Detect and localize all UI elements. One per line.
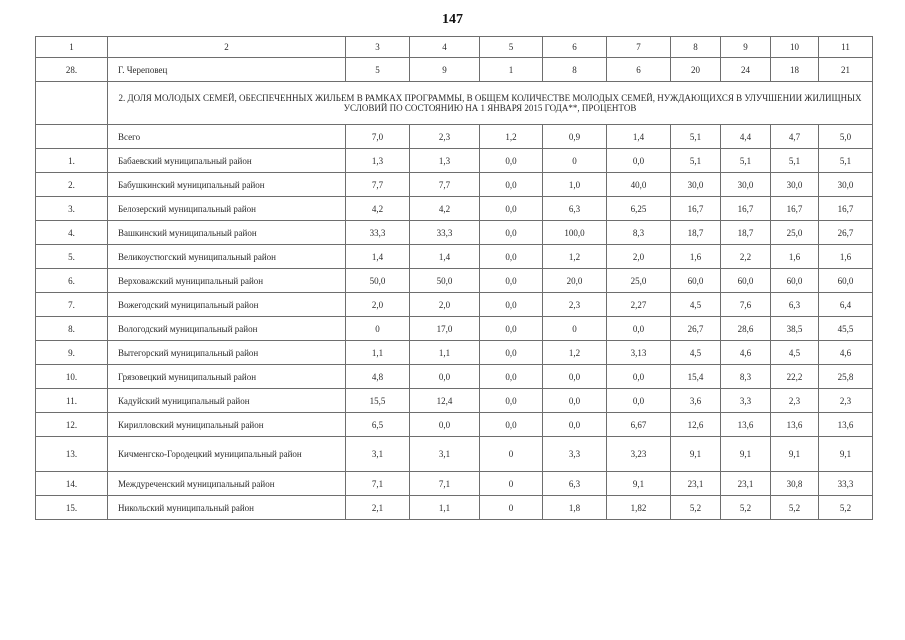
- header-row: [36, 37, 873, 58]
- value-cell: 1,4: [607, 125, 671, 149]
- value-cell: 2,0: [410, 293, 480, 317]
- value-cell: 23,1: [671, 472, 721, 496]
- value-cell: 50,0: [410, 269, 480, 293]
- value-cell: 0: [480, 496, 543, 520]
- value-cell: 5,1: [771, 149, 819, 173]
- section-row: [36, 82, 873, 125]
- value-cell: 6: [607, 58, 671, 82]
- value-cell: 1,8: [543, 496, 607, 520]
- row-number-cell: 10.: [36, 365, 108, 389]
- value-cell: 1,6: [771, 245, 819, 269]
- value-cell: 25,8: [819, 365, 873, 389]
- column-number-cell: 2: [108, 37, 346, 58]
- table-row: [36, 245, 873, 269]
- value-cell: 15,5: [346, 389, 410, 413]
- value-cell: 6,5: [346, 413, 410, 437]
- row-name-cell: Никольский муниципальный район: [108, 496, 346, 520]
- value-cell: 5,2: [721, 496, 771, 520]
- table-row: [36, 437, 873, 472]
- page-number: 147: [442, 12, 463, 27]
- value-cell: 5,1: [671, 125, 721, 149]
- value-cell: 0,0: [480, 389, 543, 413]
- row-name-cell: Всего: [108, 125, 346, 149]
- value-cell: 0,0: [480, 245, 543, 269]
- value-cell: 24: [721, 58, 771, 82]
- value-cell: 20,0: [543, 269, 607, 293]
- value-cell: 4,4: [721, 125, 771, 149]
- value-cell: 1: [480, 58, 543, 82]
- table-row: [36, 149, 873, 173]
- row-number-cell: 4.: [36, 221, 108, 245]
- value-cell: 4,5: [671, 293, 721, 317]
- table-body: [36, 37, 873, 520]
- column-number-cell: 4: [410, 37, 480, 58]
- value-cell: 30,0: [771, 173, 819, 197]
- value-cell: 5,2: [671, 496, 721, 520]
- table-row: [36, 389, 873, 413]
- value-cell: 0,0: [480, 149, 543, 173]
- value-cell: 12,6: [671, 413, 721, 437]
- value-cell: 21: [819, 58, 873, 82]
- row-number-cell: 2.: [36, 173, 108, 197]
- value-cell: 30,0: [819, 173, 873, 197]
- row-name-cell: Бабаевский муниципальный район: [108, 149, 346, 173]
- column-number-cell: 6: [543, 37, 607, 58]
- value-cell: 0,0: [480, 341, 543, 365]
- value-cell: 60,0: [721, 269, 771, 293]
- value-cell: 25,0: [771, 221, 819, 245]
- row-name-cell: Грязовецкий муниципальный район: [108, 365, 346, 389]
- value-cell: 2,27: [607, 293, 671, 317]
- value-cell: 40,0: [607, 173, 671, 197]
- table-row: [36, 293, 873, 317]
- value-cell: 13,6: [819, 413, 873, 437]
- value-cell: 0,0: [607, 365, 671, 389]
- value-cell: 1,4: [410, 245, 480, 269]
- value-cell: 9,1: [607, 472, 671, 496]
- row-number-cell: 14.: [36, 472, 108, 496]
- value-cell: 9,1: [671, 437, 721, 472]
- row-number-cell: 7.: [36, 293, 108, 317]
- value-cell: 1,4: [346, 245, 410, 269]
- value-cell: 2,0: [346, 293, 410, 317]
- value-cell: 26,7: [819, 221, 873, 245]
- value-cell: 20: [671, 58, 721, 82]
- value-cell: 4,2: [346, 197, 410, 221]
- table-row: [36, 341, 873, 365]
- value-cell: 0,0: [480, 173, 543, 197]
- value-cell: 6,25: [607, 197, 671, 221]
- value-cell: 50,0: [346, 269, 410, 293]
- table-row: [36, 496, 873, 520]
- value-cell: 8,3: [607, 221, 671, 245]
- value-cell: 0,0: [410, 365, 480, 389]
- value-cell: 5,0: [819, 125, 873, 149]
- value-cell: 22,2: [771, 365, 819, 389]
- value-cell: 5,1: [671, 149, 721, 173]
- value-cell: 0,0: [607, 149, 671, 173]
- column-number-cell: 9: [721, 37, 771, 58]
- value-cell: 7,7: [410, 173, 480, 197]
- row-number-cell: 15.: [36, 496, 108, 520]
- value-cell: 3,1: [346, 437, 410, 472]
- row-number-cell: 11.: [36, 389, 108, 413]
- value-cell: 1,3: [346, 149, 410, 173]
- value-cell: 0: [480, 472, 543, 496]
- value-cell: 3,3: [543, 437, 607, 472]
- table-row: [36, 58, 873, 82]
- value-cell: 7,7: [346, 173, 410, 197]
- row-name-cell: Вытегорский муниципальный район: [108, 341, 346, 365]
- value-cell: 0,0: [480, 293, 543, 317]
- value-cell: 13,6: [721, 413, 771, 437]
- value-cell: 3,13: [607, 341, 671, 365]
- value-cell: 12,4: [410, 389, 480, 413]
- value-cell: 26,7: [671, 317, 721, 341]
- column-number-cell: 3: [346, 37, 410, 58]
- value-cell: 16,7: [721, 197, 771, 221]
- row-number-cell: 3.: [36, 197, 108, 221]
- value-cell: 7,0: [346, 125, 410, 149]
- value-cell: 2,3: [771, 389, 819, 413]
- value-cell: 3,3: [721, 389, 771, 413]
- row-name-cell: Вашкинский муниципальный район: [108, 221, 346, 245]
- value-cell: 30,0: [721, 173, 771, 197]
- row-name-cell: Кирилловский муниципальный район: [108, 413, 346, 437]
- value-cell: 33,3: [410, 221, 480, 245]
- row-number-cell: 8.: [36, 317, 108, 341]
- value-cell: 33,3: [346, 221, 410, 245]
- value-cell: 4,5: [771, 341, 819, 365]
- value-cell: 60,0: [819, 269, 873, 293]
- value-cell: 7,1: [346, 472, 410, 496]
- row-number-cell: 9.: [36, 341, 108, 365]
- table-row: [36, 269, 873, 293]
- value-cell: 0: [543, 317, 607, 341]
- table-row: [36, 365, 873, 389]
- value-cell: 6,3: [543, 472, 607, 496]
- value-cell: 9: [410, 58, 480, 82]
- value-cell: 6,3: [771, 293, 819, 317]
- row-number-cell: 12.: [36, 413, 108, 437]
- value-cell: 0,0: [480, 365, 543, 389]
- row-number-cell: 5.: [36, 245, 108, 269]
- value-cell: 1,2: [543, 245, 607, 269]
- row-number-cell: [36, 125, 108, 149]
- value-cell: 1,1: [410, 496, 480, 520]
- value-cell: 4,6: [721, 341, 771, 365]
- value-cell: 7,1: [410, 472, 480, 496]
- column-number-cell: 8: [671, 37, 721, 58]
- value-cell: 3,6: [671, 389, 721, 413]
- row-name-cell: Великоустюгский муниципальный район: [108, 245, 346, 269]
- value-cell: 4,8: [346, 365, 410, 389]
- value-cell: 60,0: [771, 269, 819, 293]
- value-cell: 0,9: [543, 125, 607, 149]
- table-row: [36, 221, 873, 245]
- value-cell: 1,6: [819, 245, 873, 269]
- value-cell: 0,0: [607, 389, 671, 413]
- empty-cell: [36, 82, 108, 125]
- value-cell: 0,0: [480, 413, 543, 437]
- row-name-cell: Вожегодский муниципальный район: [108, 293, 346, 317]
- value-cell: 0: [346, 317, 410, 341]
- column-number-cell: 10: [771, 37, 819, 58]
- value-cell: 38,5: [771, 317, 819, 341]
- value-cell: 60,0: [671, 269, 721, 293]
- value-cell: 2,2: [721, 245, 771, 269]
- value-cell: 5,1: [721, 149, 771, 173]
- value-cell: 2,3: [819, 389, 873, 413]
- value-cell: 0,0: [480, 317, 543, 341]
- value-cell: 9,1: [721, 437, 771, 472]
- value-cell: 15,4: [671, 365, 721, 389]
- row-number-cell: 13.: [36, 437, 108, 472]
- table-row: [36, 317, 873, 341]
- value-cell: 9,1: [819, 437, 873, 472]
- value-cell: 6,4: [819, 293, 873, 317]
- value-cell: 1,2: [480, 125, 543, 149]
- value-cell: 4,7: [771, 125, 819, 149]
- value-cell: 16,7: [671, 197, 721, 221]
- value-cell: 1,2: [543, 341, 607, 365]
- value-cell: 16,7: [771, 197, 819, 221]
- value-cell: 0,0: [410, 413, 480, 437]
- value-cell: 8,3: [721, 365, 771, 389]
- value-cell: 30,8: [771, 472, 819, 496]
- value-cell: 1,1: [346, 341, 410, 365]
- value-cell: 0,0: [543, 413, 607, 437]
- value-cell: 1,1: [410, 341, 480, 365]
- value-cell: 2,3: [410, 125, 480, 149]
- column-number-cell: 1: [36, 37, 108, 58]
- value-cell: 18,7: [671, 221, 721, 245]
- value-cell: 6,67: [607, 413, 671, 437]
- table-row: [36, 125, 873, 149]
- value-cell: 0,0: [543, 365, 607, 389]
- section-title: 2. ДОЛЯ МОЛОДЫХ СЕМЕЙ, ОБЕСПЕЧЕННЫХ ЖИЛЬЕМ В РАМКАХ ПРОГРАММЫ, В ОБЩЕМ КОЛИЧЕСТВЕ МОЛОДЫХ СЕМЕЙ, НУЖДАЮЩИХСЯ В УЛУЧШЕНИИ ЖИЛИЩНЫХ УСЛОВИЙ ПО СОСТОЯНИЮ НА 1 ЯНВАРЯ 2015 ГОДА**, ПРОЦЕНТОВ: [108, 82, 873, 125]
- value-cell: 4,2: [410, 197, 480, 221]
- value-cell: 18,7: [721, 221, 771, 245]
- value-cell: 9,1: [771, 437, 819, 472]
- value-cell: 8: [543, 58, 607, 82]
- value-cell: 0,0: [480, 221, 543, 245]
- value-cell: 4,5: [671, 341, 721, 365]
- value-cell: 17,0: [410, 317, 480, 341]
- value-cell: 2,3: [543, 293, 607, 317]
- value-cell: 6,3: [543, 197, 607, 221]
- value-cell: 5,2: [771, 496, 819, 520]
- value-cell: 5,2: [819, 496, 873, 520]
- value-cell: 23,1: [721, 472, 771, 496]
- data-table: [35, 36, 873, 520]
- value-cell: 1,3: [410, 149, 480, 173]
- value-cell: 1,6: [671, 245, 721, 269]
- value-cell: 30,0: [671, 173, 721, 197]
- value-cell: 16,7: [819, 197, 873, 221]
- column-number-cell: 7: [607, 37, 671, 58]
- value-cell: 5,1: [819, 149, 873, 173]
- value-cell: 33,3: [819, 472, 873, 496]
- row-name-cell: Кичменгско-Городецкий муниципальный район: [108, 437, 346, 472]
- value-cell: 0,0: [480, 269, 543, 293]
- value-cell: 100,0: [543, 221, 607, 245]
- row-name-cell: Бабушкинский муниципальный район: [108, 173, 346, 197]
- value-cell: 5: [346, 58, 410, 82]
- value-cell: 0: [543, 149, 607, 173]
- value-cell: 1,82: [607, 496, 671, 520]
- table-row: [36, 413, 873, 437]
- row-number-cell: 6.: [36, 269, 108, 293]
- row-number-cell: 1.: [36, 149, 108, 173]
- row-name-cell: Междуреченский муниципальный район: [108, 472, 346, 496]
- row-name-cell: Г. Череповец: [108, 58, 346, 82]
- value-cell: 3,23: [607, 437, 671, 472]
- value-cell: 1,0: [543, 173, 607, 197]
- value-cell: 13,6: [771, 413, 819, 437]
- value-cell: 7,6: [721, 293, 771, 317]
- table-row: [36, 173, 873, 197]
- value-cell: 45,5: [819, 317, 873, 341]
- row-name-cell: Кадуйский муниципальный район: [108, 389, 346, 413]
- value-cell: 0: [480, 437, 543, 472]
- row-name-cell: Верховажский муниципальный район: [108, 269, 346, 293]
- table-row: [36, 197, 873, 221]
- column-number-cell: 11: [819, 37, 873, 58]
- value-cell: 0,0: [543, 389, 607, 413]
- row-name-cell: Вологодский муниципальный район: [108, 317, 346, 341]
- value-cell: 25,0: [607, 269, 671, 293]
- value-cell: 3,1: [410, 437, 480, 472]
- value-cell: 28,6: [721, 317, 771, 341]
- row-number-cell: 28.: [36, 58, 108, 82]
- value-cell: 0,0: [607, 317, 671, 341]
- value-cell: 0,0: [480, 197, 543, 221]
- row-name-cell: Белозерский муниципальный район: [108, 197, 346, 221]
- value-cell: 4,6: [819, 341, 873, 365]
- column-number-cell: 5: [480, 37, 543, 58]
- value-cell: 2,0: [607, 245, 671, 269]
- value-cell: 2,1: [346, 496, 410, 520]
- table-row: [36, 472, 873, 496]
- value-cell: 18: [771, 58, 819, 82]
